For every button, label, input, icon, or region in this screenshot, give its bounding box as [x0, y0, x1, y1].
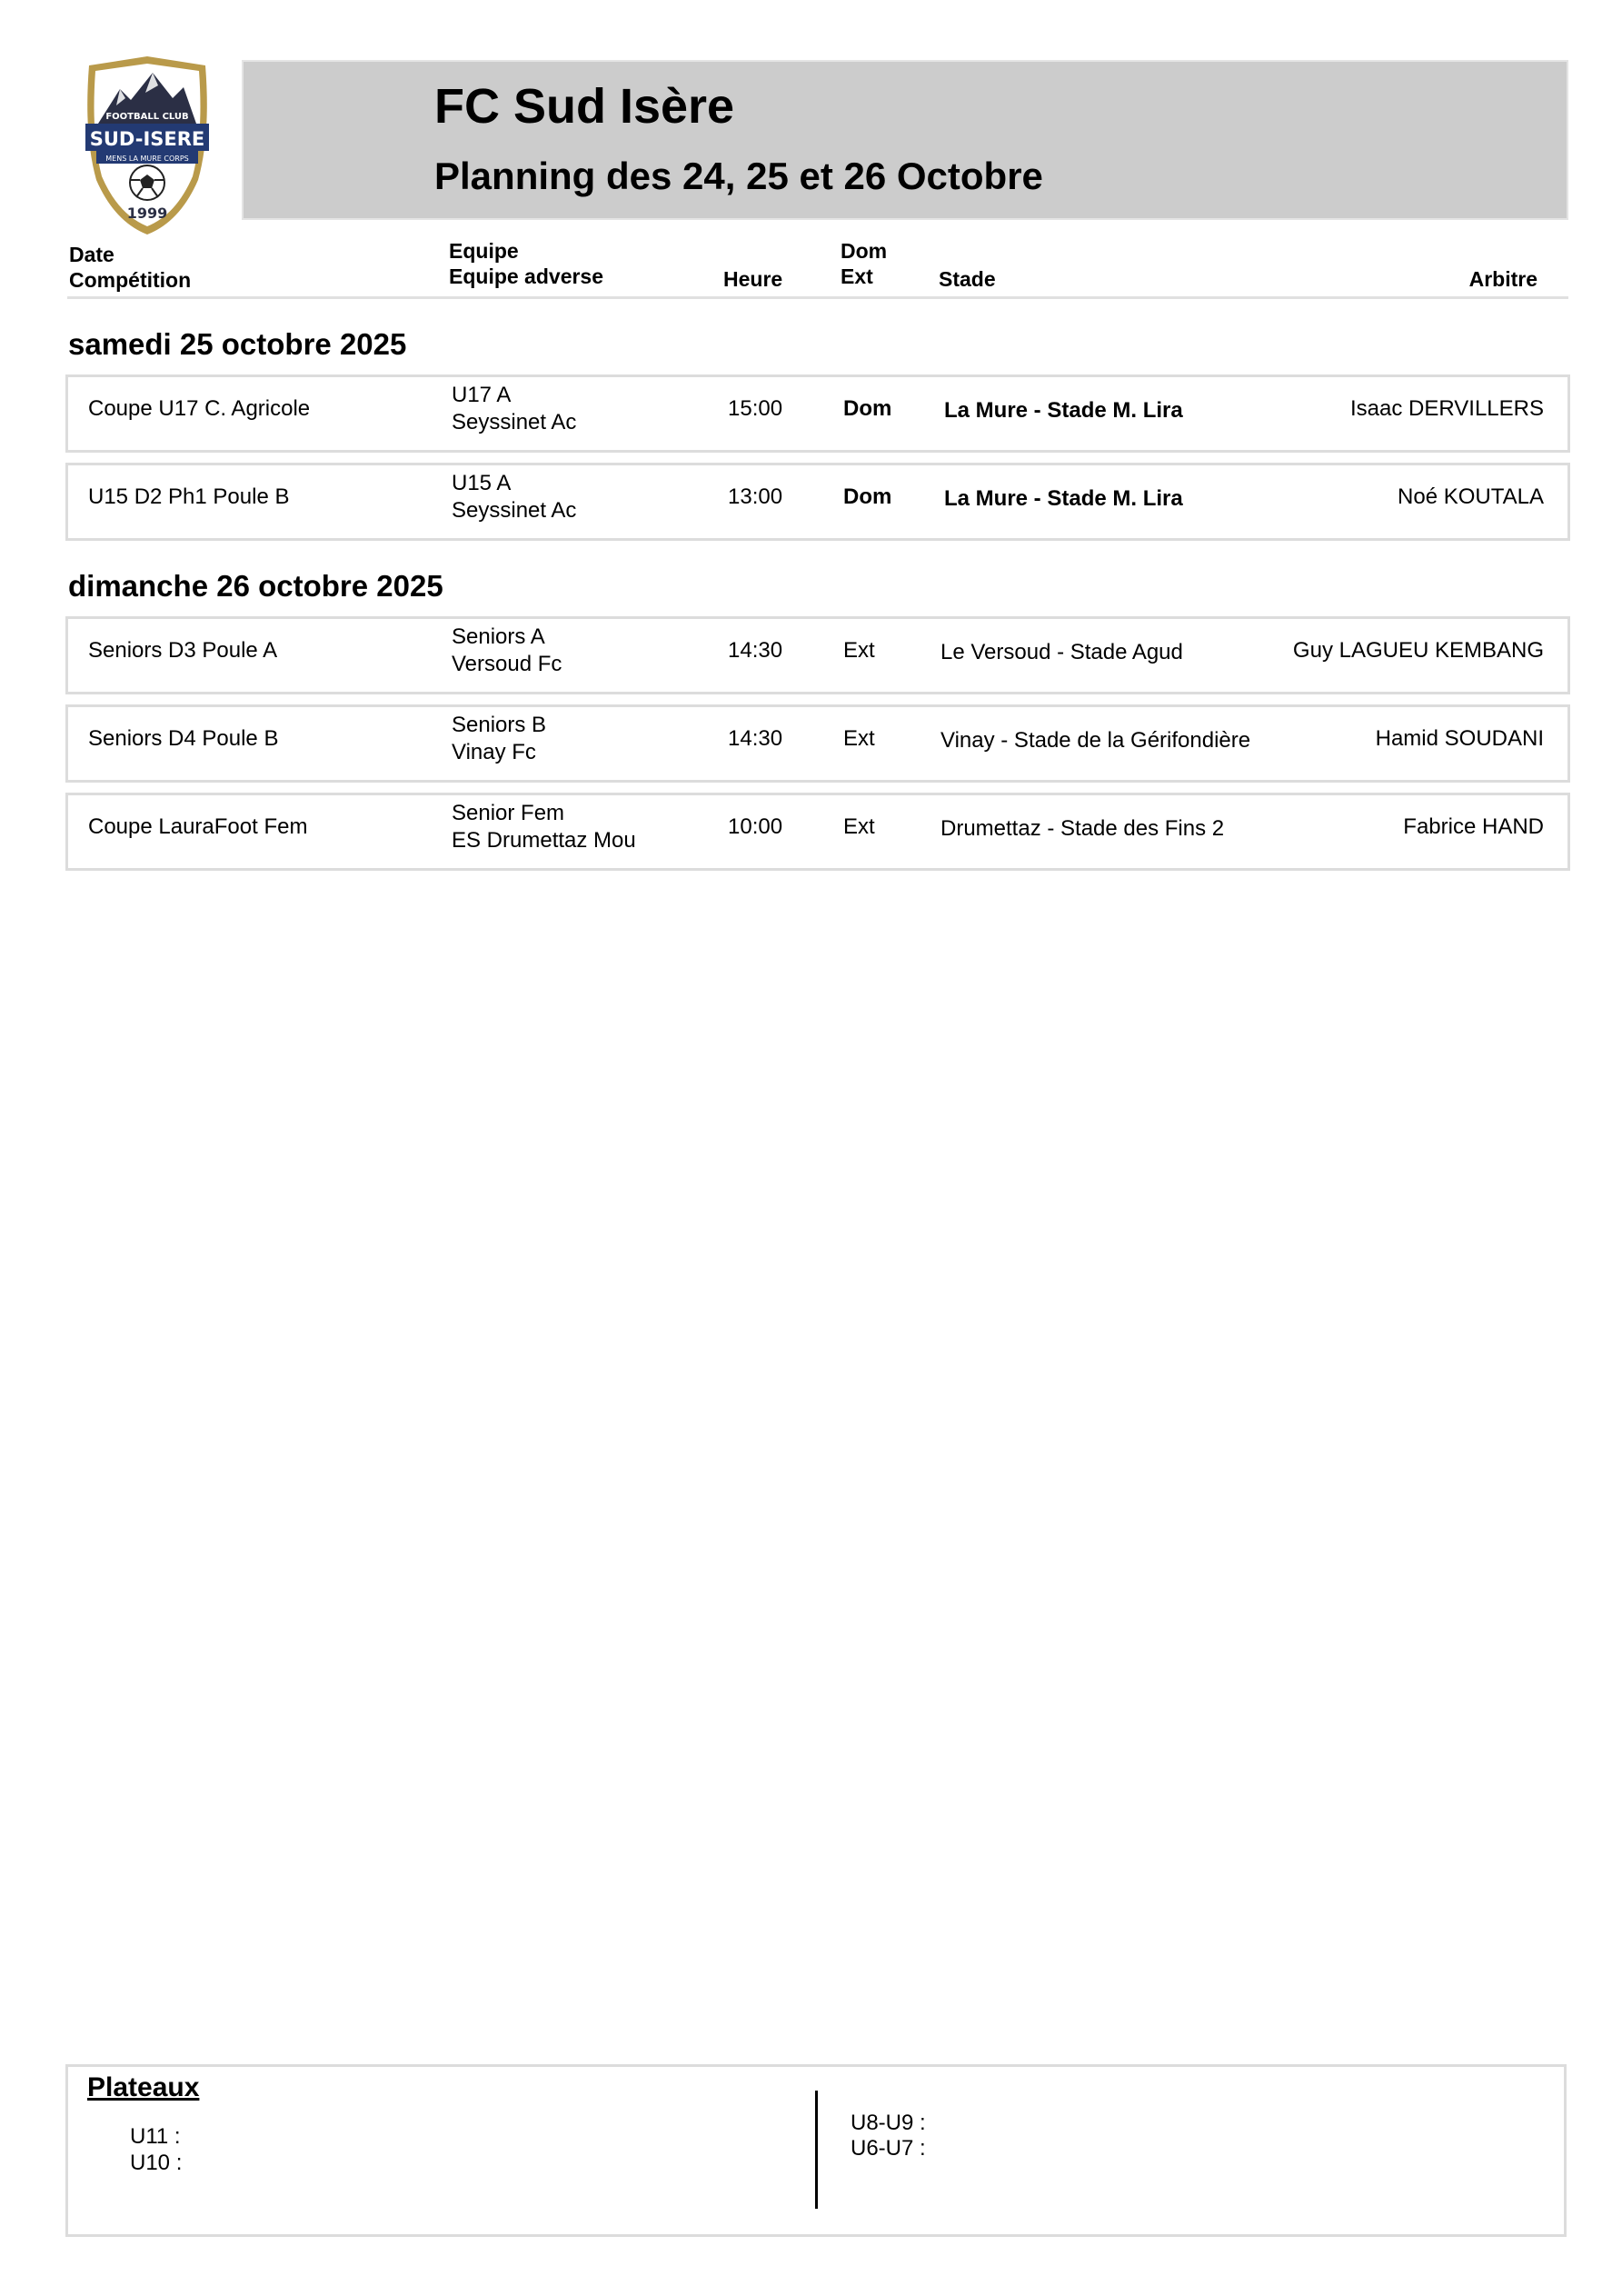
match-domext: Dom — [843, 396, 892, 421]
match-team: U15 A — [452, 471, 512, 495]
match-teams — [452, 470, 576, 524]
match-stade: La Mure - Stade M. Lira — [944, 486, 1183, 511]
match-time: 10:00 — [728, 814, 783, 839]
match-arbitre: Hamid SOUDANI — [1375, 726, 1544, 751]
match-opponent: Vinay Fc — [452, 740, 536, 764]
planning-subtitle: Planning des 24, 25 et 26 Octobre — [434, 155, 1043, 197]
match-stade: Vinay - Stade de la Gérifondière — [940, 728, 1251, 753]
column-header-stade: Stade — [939, 267, 996, 291]
match-row — [65, 704, 1570, 783]
match-time: 14:30 — [728, 726, 783, 751]
day-heading-dimanche: dimanche 26 octobre 2025 — [68, 569, 443, 603]
logo-text-year: 1999 — [126, 205, 168, 222]
plateaux-u10: U10 : — [130, 2151, 183, 2175]
match-opponent: Seyssinet Ac — [452, 410, 577, 434]
plateaux-title: Plateaux — [87, 2072, 200, 2102]
match-domext: Ext — [843, 638, 875, 663]
match-opponent: Seyssinet Ac — [452, 498, 577, 523]
header-divider — [67, 296, 1568, 299]
match-domext: Ext — [843, 814, 875, 839]
column-header-equipe — [449, 238, 603, 289]
match-row — [65, 793, 1570, 871]
match-time: 14:30 — [728, 638, 783, 663]
match-competition: Seniors D4 Poule B — [88, 726, 279, 751]
plateaux-u6-u7: U6-U7 : — [851, 2136, 926, 2161]
match-opponent: ES Drumettaz Mou — [452, 828, 636, 853]
match-row — [65, 463, 1570, 541]
column-header-competition: Compétition — [69, 268, 192, 292]
match-stade: Drumettaz - Stade des Fins 2 — [940, 816, 1225, 841]
match-teams — [452, 800, 636, 854]
logo-text-sud-isere: SUD-ISERE — [89, 128, 205, 150]
column-header-equipe-adverse: Equipe adverse — [449, 265, 604, 288]
column-header-equipe-label: Equipe — [449, 239, 519, 263]
match-team: U17 A — [452, 383, 512, 407]
logo-text-football-club: FOOTBALL CLUB — [105, 112, 189, 122]
match-row — [65, 374, 1570, 453]
column-header-dom: Dom — [841, 239, 888, 263]
column-header-arbitre: Arbitre — [1468, 267, 1537, 291]
club-name: FC Sud Isère — [434, 79, 735, 134]
match-domext: Ext — [843, 726, 875, 751]
match-team: Seniors B — [452, 713, 547, 737]
column-header-domext — [841, 238, 887, 289]
match-team: Senior Fem — [452, 801, 565, 825]
match-teams — [452, 712, 546, 766]
match-teams — [452, 382, 576, 436]
match-arbitre: Noé KOUTALA — [1398, 484, 1544, 509]
match-arbitre: Fabrice HAND — [1403, 814, 1544, 839]
match-competition: Coupe U17 C. Agricole — [88, 396, 311, 421]
match-competition: U15 D2 Ph1 Poule B — [88, 484, 290, 509]
match-time: 13:00 — [728, 484, 783, 509]
column-header-date-competition — [69, 242, 191, 293]
plateaux-u11: U11 : — [130, 2124, 181, 2149]
match-teams — [452, 624, 562, 678]
logo-text-towns: MENS LA MURE CORPS — [105, 155, 189, 163]
match-competition: Seniors D3 Poule A — [88, 638, 278, 663]
match-team: Seniors A — [452, 624, 545, 649]
match-domext: Dom — [843, 484, 892, 509]
match-row — [65, 616, 1570, 694]
plateaux-u8-u9: U8-U9 : — [851, 2111, 926, 2135]
day-heading-samedi: samedi 25 octobre 2025 — [68, 327, 407, 361]
match-stade: La Mure - Stade M. Lira — [944, 398, 1183, 423]
plateaux-divider — [815, 2091, 818, 2209]
column-header-heure: Heure — [723, 267, 783, 291]
match-opponent: Versoud Fc — [452, 652, 562, 676]
match-stade: Le Versoud - Stade Agud — [940, 640, 1183, 664]
match-arbitre: Guy LAGUEU KEMBANG — [1292, 638, 1544, 663]
column-header-ext: Ext — [841, 265, 873, 288]
match-competition: Coupe LauraFoot Fem — [88, 814, 308, 839]
column-header-date: Date — [69, 243, 114, 266]
match-time: 15:00 — [728, 396, 783, 421]
match-arbitre: Isaac DERVILLERS — [1350, 396, 1544, 421]
club-logo — [78, 53, 216, 238]
